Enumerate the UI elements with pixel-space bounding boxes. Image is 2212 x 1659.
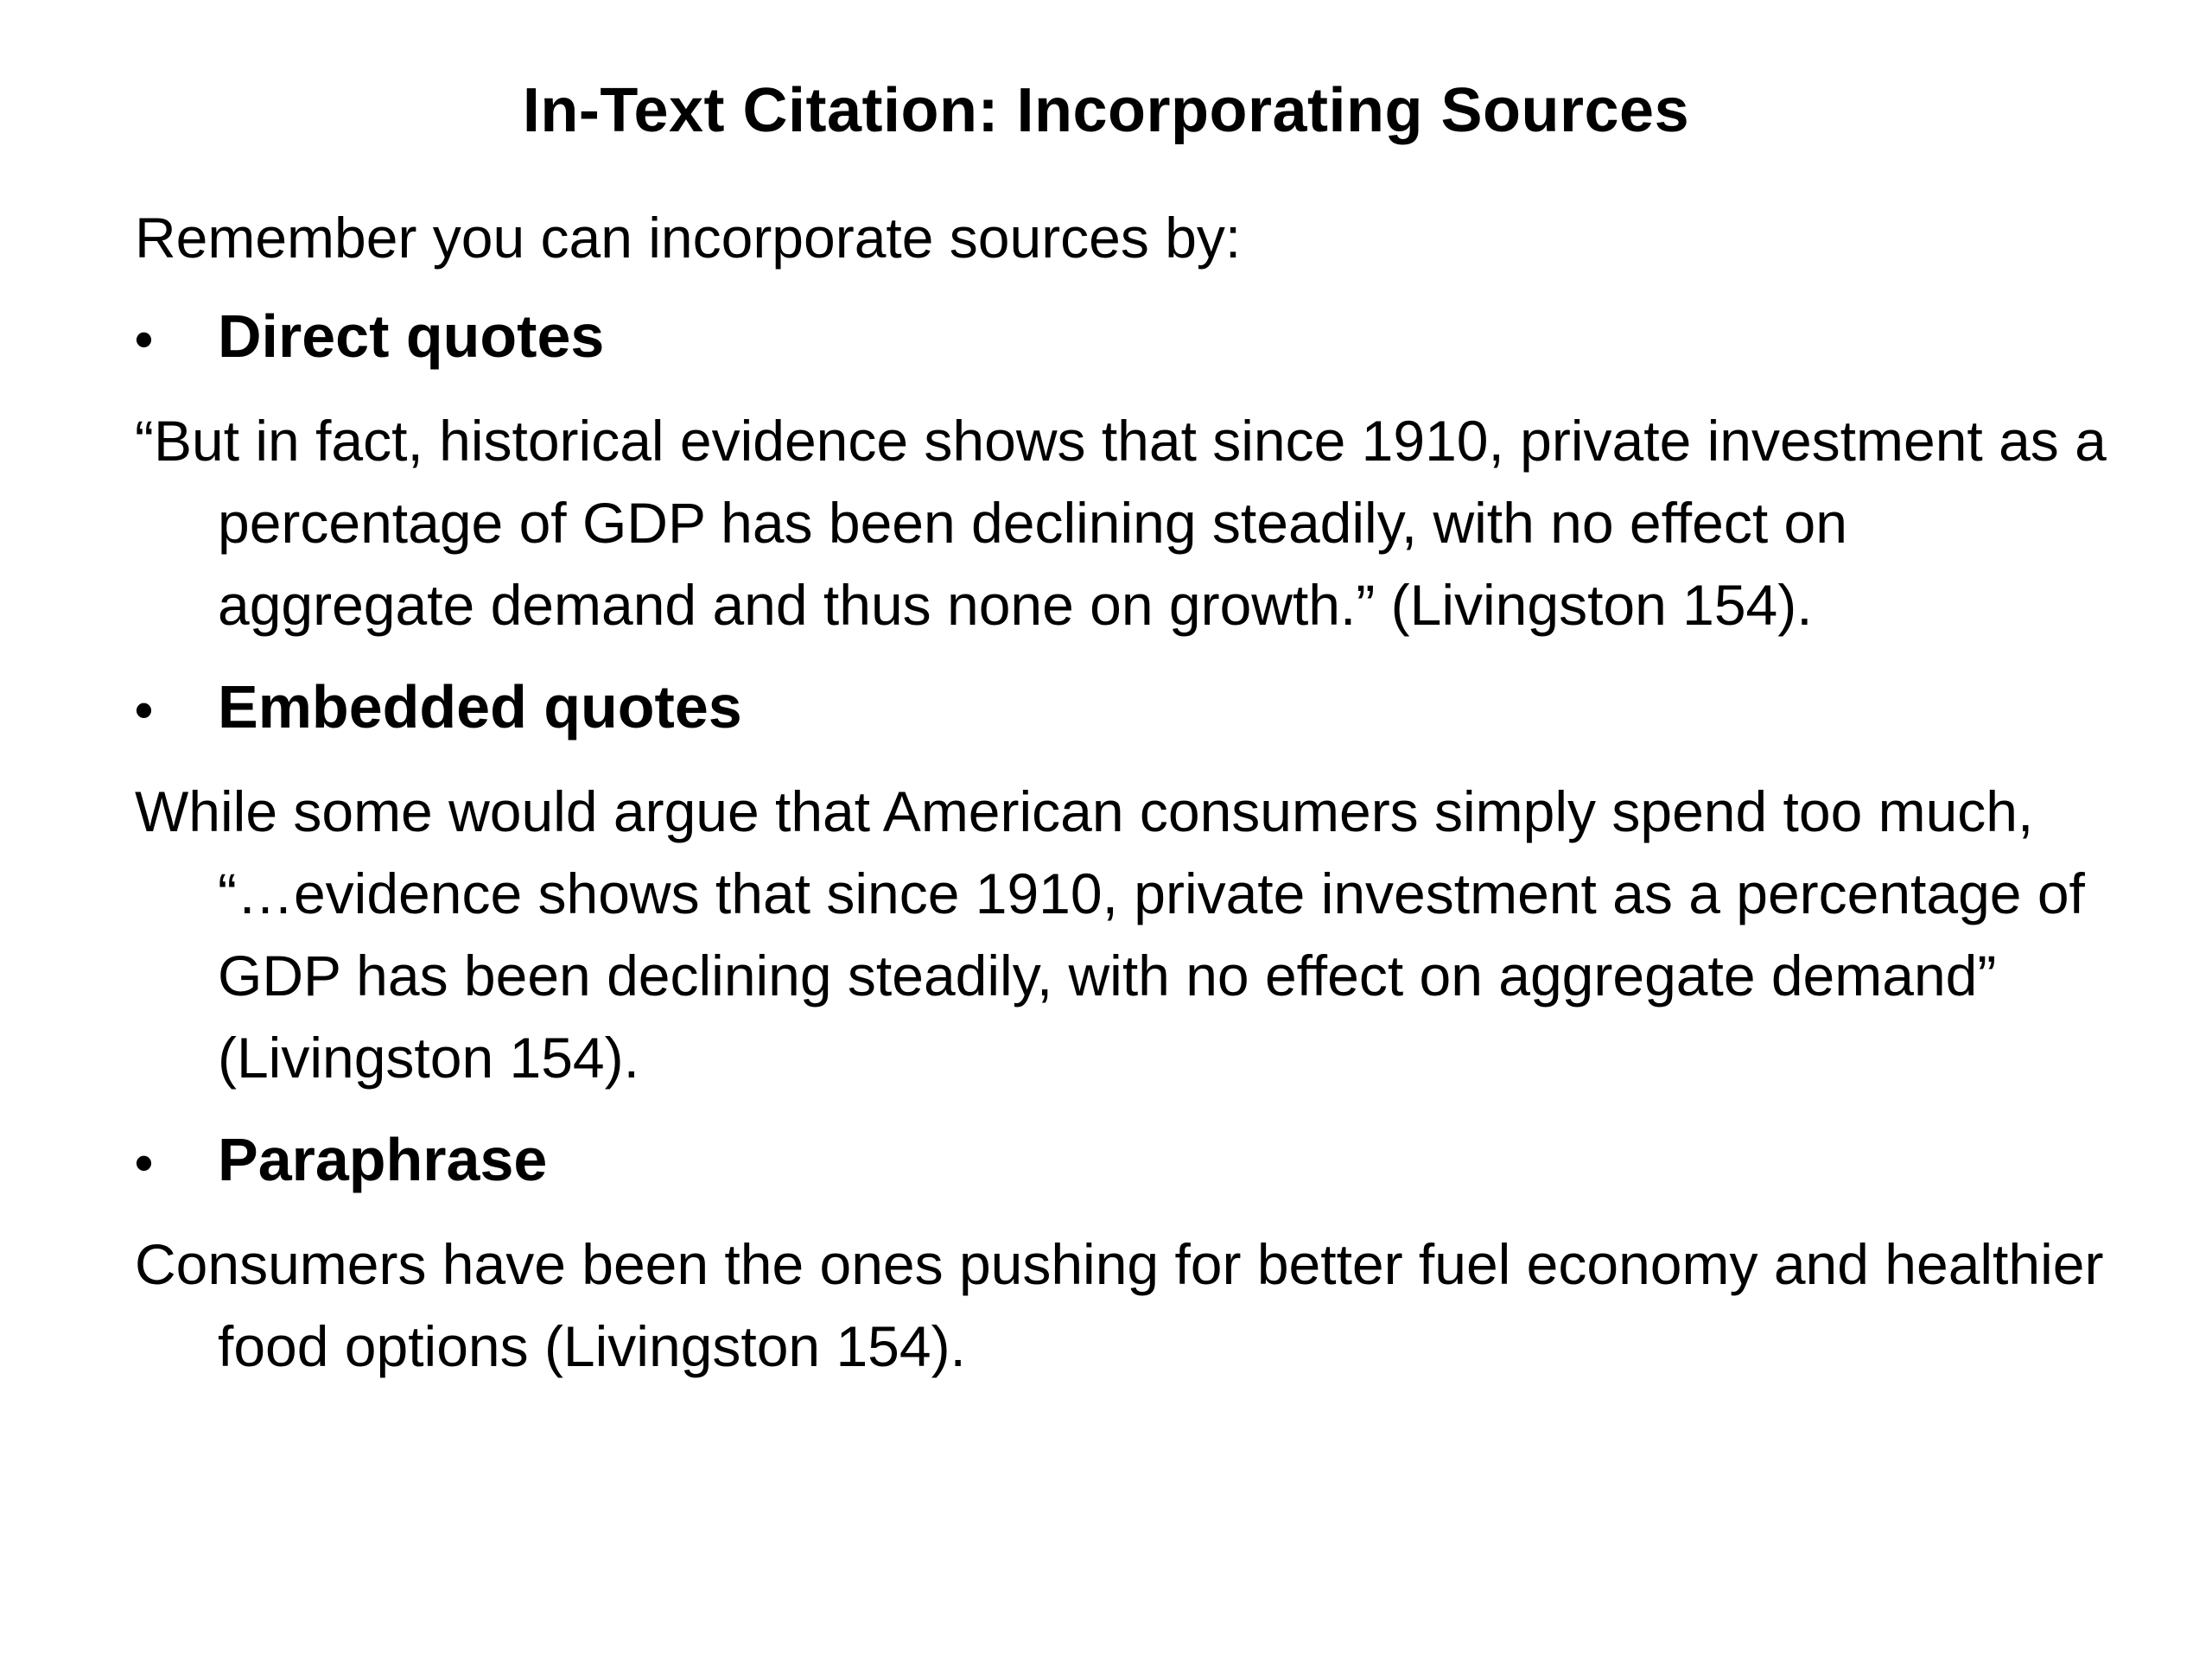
bullet-heading: Paraphrase	[218, 1126, 548, 1193]
bullet-direct-quotes	[135, 295, 2113, 381]
bullet-icon: •	[135, 310, 154, 368]
bullet-heading: Direct quotes	[218, 302, 605, 370]
embedded-quote-example: While some would argue that American consumers simply spend too much, “…evidence shows that since 1910, private investment as a percentage of GDP has been declining steadily, with no effect on aggregate demand” (Livingston 154).	[135, 779, 2085, 1090]
bullet-icon: •	[135, 681, 154, 739]
direct-quote-example: “But in fact, historical evidence shows that since 1910, private investment as a percentage of GDP has been declining steadily, with no effect on aggregate demand and thus none on growth.” (Livingston 154).	[135, 409, 2107, 637]
intro-text: Remember you can incorporate sources by:	[135, 206, 1242, 270]
slide-body	[135, 197, 2113, 1407]
bullet-paraphrase	[135, 1118, 2113, 1205]
bullet-embedded-quotes	[135, 665, 2113, 752]
paraphrase-example: Consumers have been the ones pushing for better fuel economy and healthier food options (Livingston 154).	[135, 1232, 2104, 1378]
bullet-icon: •	[135, 1134, 154, 1192]
slide-title: In-Text Citation: Incorporating Sources	[522, 76, 1690, 145]
bullet-heading: Embedded quotes	[218, 673, 742, 741]
